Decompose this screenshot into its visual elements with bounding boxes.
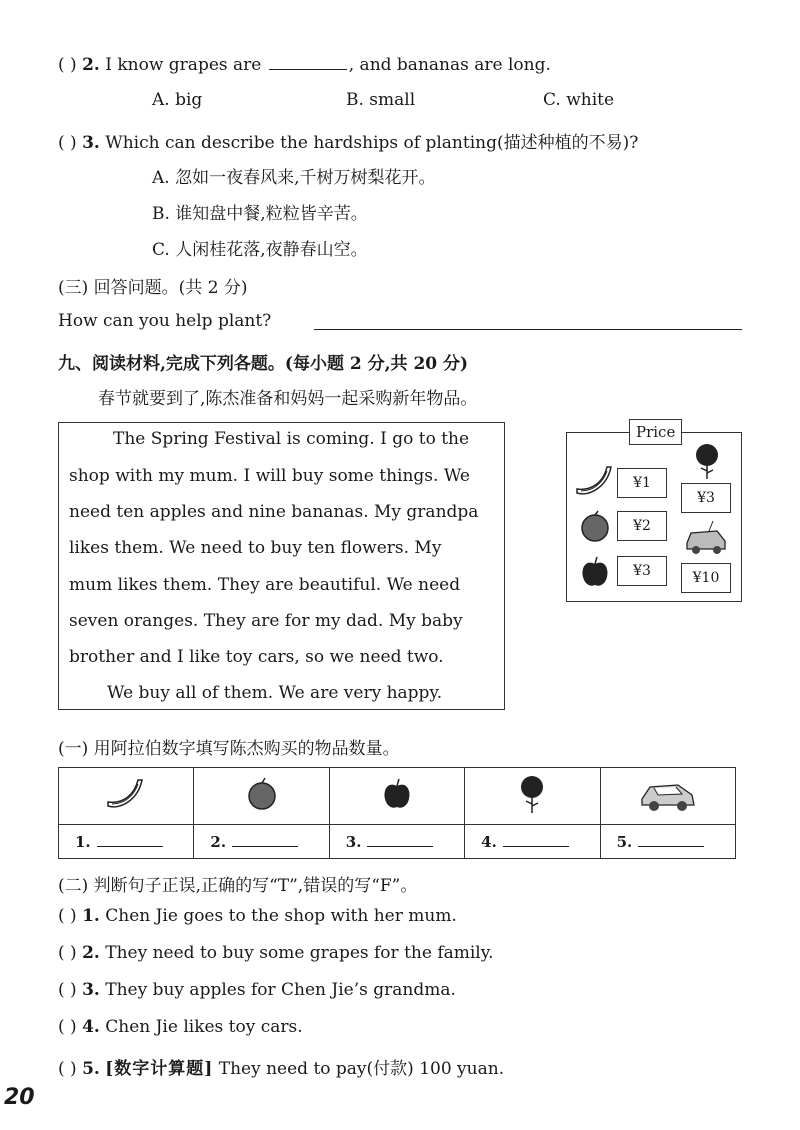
item-tag: [数字计算题] [105, 1059, 214, 1079]
answer-question: How can you help plant? [58, 311, 272, 331]
banana-icon [104, 776, 148, 812]
car-icon [683, 519, 729, 557]
quantity-table [58, 767, 736, 859]
car-icon [638, 775, 698, 813]
item-text: They buy apples for Chen Jie’s grandma. [105, 980, 456, 1000]
table-cell [59, 768, 194, 825]
part-2-heading: (二) 判断句子正误,正确的写“T”,错误的写“F”。 [58, 876, 418, 896]
answer-cell-1[interactable] [59, 825, 194, 859]
table-cell [600, 768, 735, 825]
option-c: C. white [543, 90, 615, 110]
option-b: B. 谁知盘中餐,粒粒皆辛苦。 [152, 204, 368, 224]
answer-blank[interactable] [503, 834, 569, 847]
passage-line: likes them. We need to buy ten flowers. My [69, 538, 442, 558]
passage-line: shop with my mum. I will buy some things. We [69, 466, 470, 486]
answer-paren[interactable]: ( ) [58, 55, 77, 75]
answer-blank[interactable] [97, 834, 163, 847]
price-tag-orange: ¥2 [617, 511, 667, 541]
table-cell [465, 768, 600, 825]
passage-line: seven oranges. They are for my dad. My baby [69, 611, 463, 631]
item-text: Chen Jie goes to the shop with her mum. [105, 906, 457, 926]
page-number: 20 [4, 1085, 35, 1110]
answer-paren[interactable]: ( ) [58, 133, 77, 153]
price-tag-apple: ¥3 [617, 556, 667, 586]
answer-cell-2[interactable] [194, 825, 329, 859]
fill-blank[interactable] [269, 55, 347, 70]
answer-blank[interactable] [232, 834, 298, 847]
item-text: Chen Jie likes toy cars. [105, 1017, 303, 1037]
answer-line[interactable] [314, 329, 742, 330]
flower-icon [691, 441, 723, 481]
part-1-heading: (一) 用阿拉伯数字填写陈杰购买的物品数量。 [58, 739, 400, 759]
table-cell [194, 768, 329, 825]
answer-paren[interactable]: ( ) [58, 906, 77, 926]
answer-label: 3. [345, 832, 362, 851]
answer-label: 1. [75, 832, 91, 851]
answer-blank[interactable] [367, 834, 433, 847]
passage-line: brother and I like toy cars, so we need two. [69, 647, 444, 667]
option-a: A. big [152, 90, 203, 110]
item-number: 2. [82, 943, 100, 963]
tf-item-2 [58, 943, 494, 963]
question-2 [58, 55, 551, 75]
answer-cell-4[interactable] [465, 825, 600, 859]
answer-label: 4. [481, 832, 497, 851]
banana-icon [573, 463, 615, 499]
option-b: B. small [346, 90, 416, 110]
answer-blank[interactable] [638, 834, 704, 847]
passage-line: The Spring Festival is coming. I go to the [113, 429, 470, 449]
section-9-intro: 春节就要到了,陈杰准备和妈妈一起采购新年物品。 [98, 389, 478, 409]
question-number: 2. [82, 55, 100, 75]
answer-paren[interactable]: ( ) [58, 980, 77, 1000]
tf-item-3 [58, 980, 456, 1000]
tf-item-5 [58, 1054, 504, 1079]
item-number: 1. [82, 906, 100, 926]
apple-icon [579, 555, 611, 589]
apple-icon [381, 776, 413, 812]
price-tag-banana: ¥1 [617, 468, 667, 498]
question-text: Which can describe the hardships of planting(描述种植的不易)? [105, 133, 639, 153]
tf-item-1 [58, 906, 457, 926]
answer-paren[interactable]: ( ) [58, 1017, 77, 1037]
tf-item-4 [58, 1017, 303, 1037]
answer-label: 5. [616, 832, 633, 851]
passage-line: We buy all of them. We are very happy. [107, 683, 443, 703]
answer-paren[interactable]: ( ) [58, 1059, 77, 1079]
question-text-end: , and bananas are long. [348, 55, 551, 75]
price-tag-flower: ¥3 [681, 483, 731, 513]
option-c: C. 人闲桂花落,夜静春山空。 [152, 240, 368, 260]
orange-icon [246, 776, 278, 812]
item-text: They need to pay(付款) 100 yuan. [218, 1059, 505, 1079]
question-text: I know grapes are [105, 55, 262, 75]
question-3 [58, 128, 638, 153]
section-9-heading: 九、阅读材料,完成下列各题。(每小题 2 分,共 20 分) [58, 354, 469, 374]
price-box [566, 423, 742, 602]
answer-label: 2. [210, 832, 227, 851]
item-text: They need to buy some grapes for the family. [105, 943, 494, 963]
price-tag-car: ¥10 [681, 563, 731, 593]
price-title: Price [629, 419, 682, 445]
answer-section-heading: (三) 回答问题。(共 2 分) [58, 278, 248, 298]
passage-line: need ten apples and nine bananas. My grandpa [69, 502, 479, 522]
question-number: 3. [82, 133, 100, 153]
item-number: 3. [82, 980, 100, 1000]
answer-paren[interactable]: ( ) [58, 943, 77, 963]
flower-icon [516, 773, 548, 815]
table-cell [329, 768, 464, 825]
item-number: 5. [82, 1059, 100, 1079]
orange-icon [579, 509, 611, 543]
option-a: A. 忽如一夜春风来,千树万树梨花开。 [152, 168, 436, 188]
passage-line: mum likes them. They are beautiful. We need [69, 575, 461, 595]
item-number: 4. [82, 1017, 100, 1037]
reading-passage [58, 422, 505, 710]
answer-cell-3[interactable] [329, 825, 464, 859]
answer-cell-5[interactable] [600, 825, 735, 859]
